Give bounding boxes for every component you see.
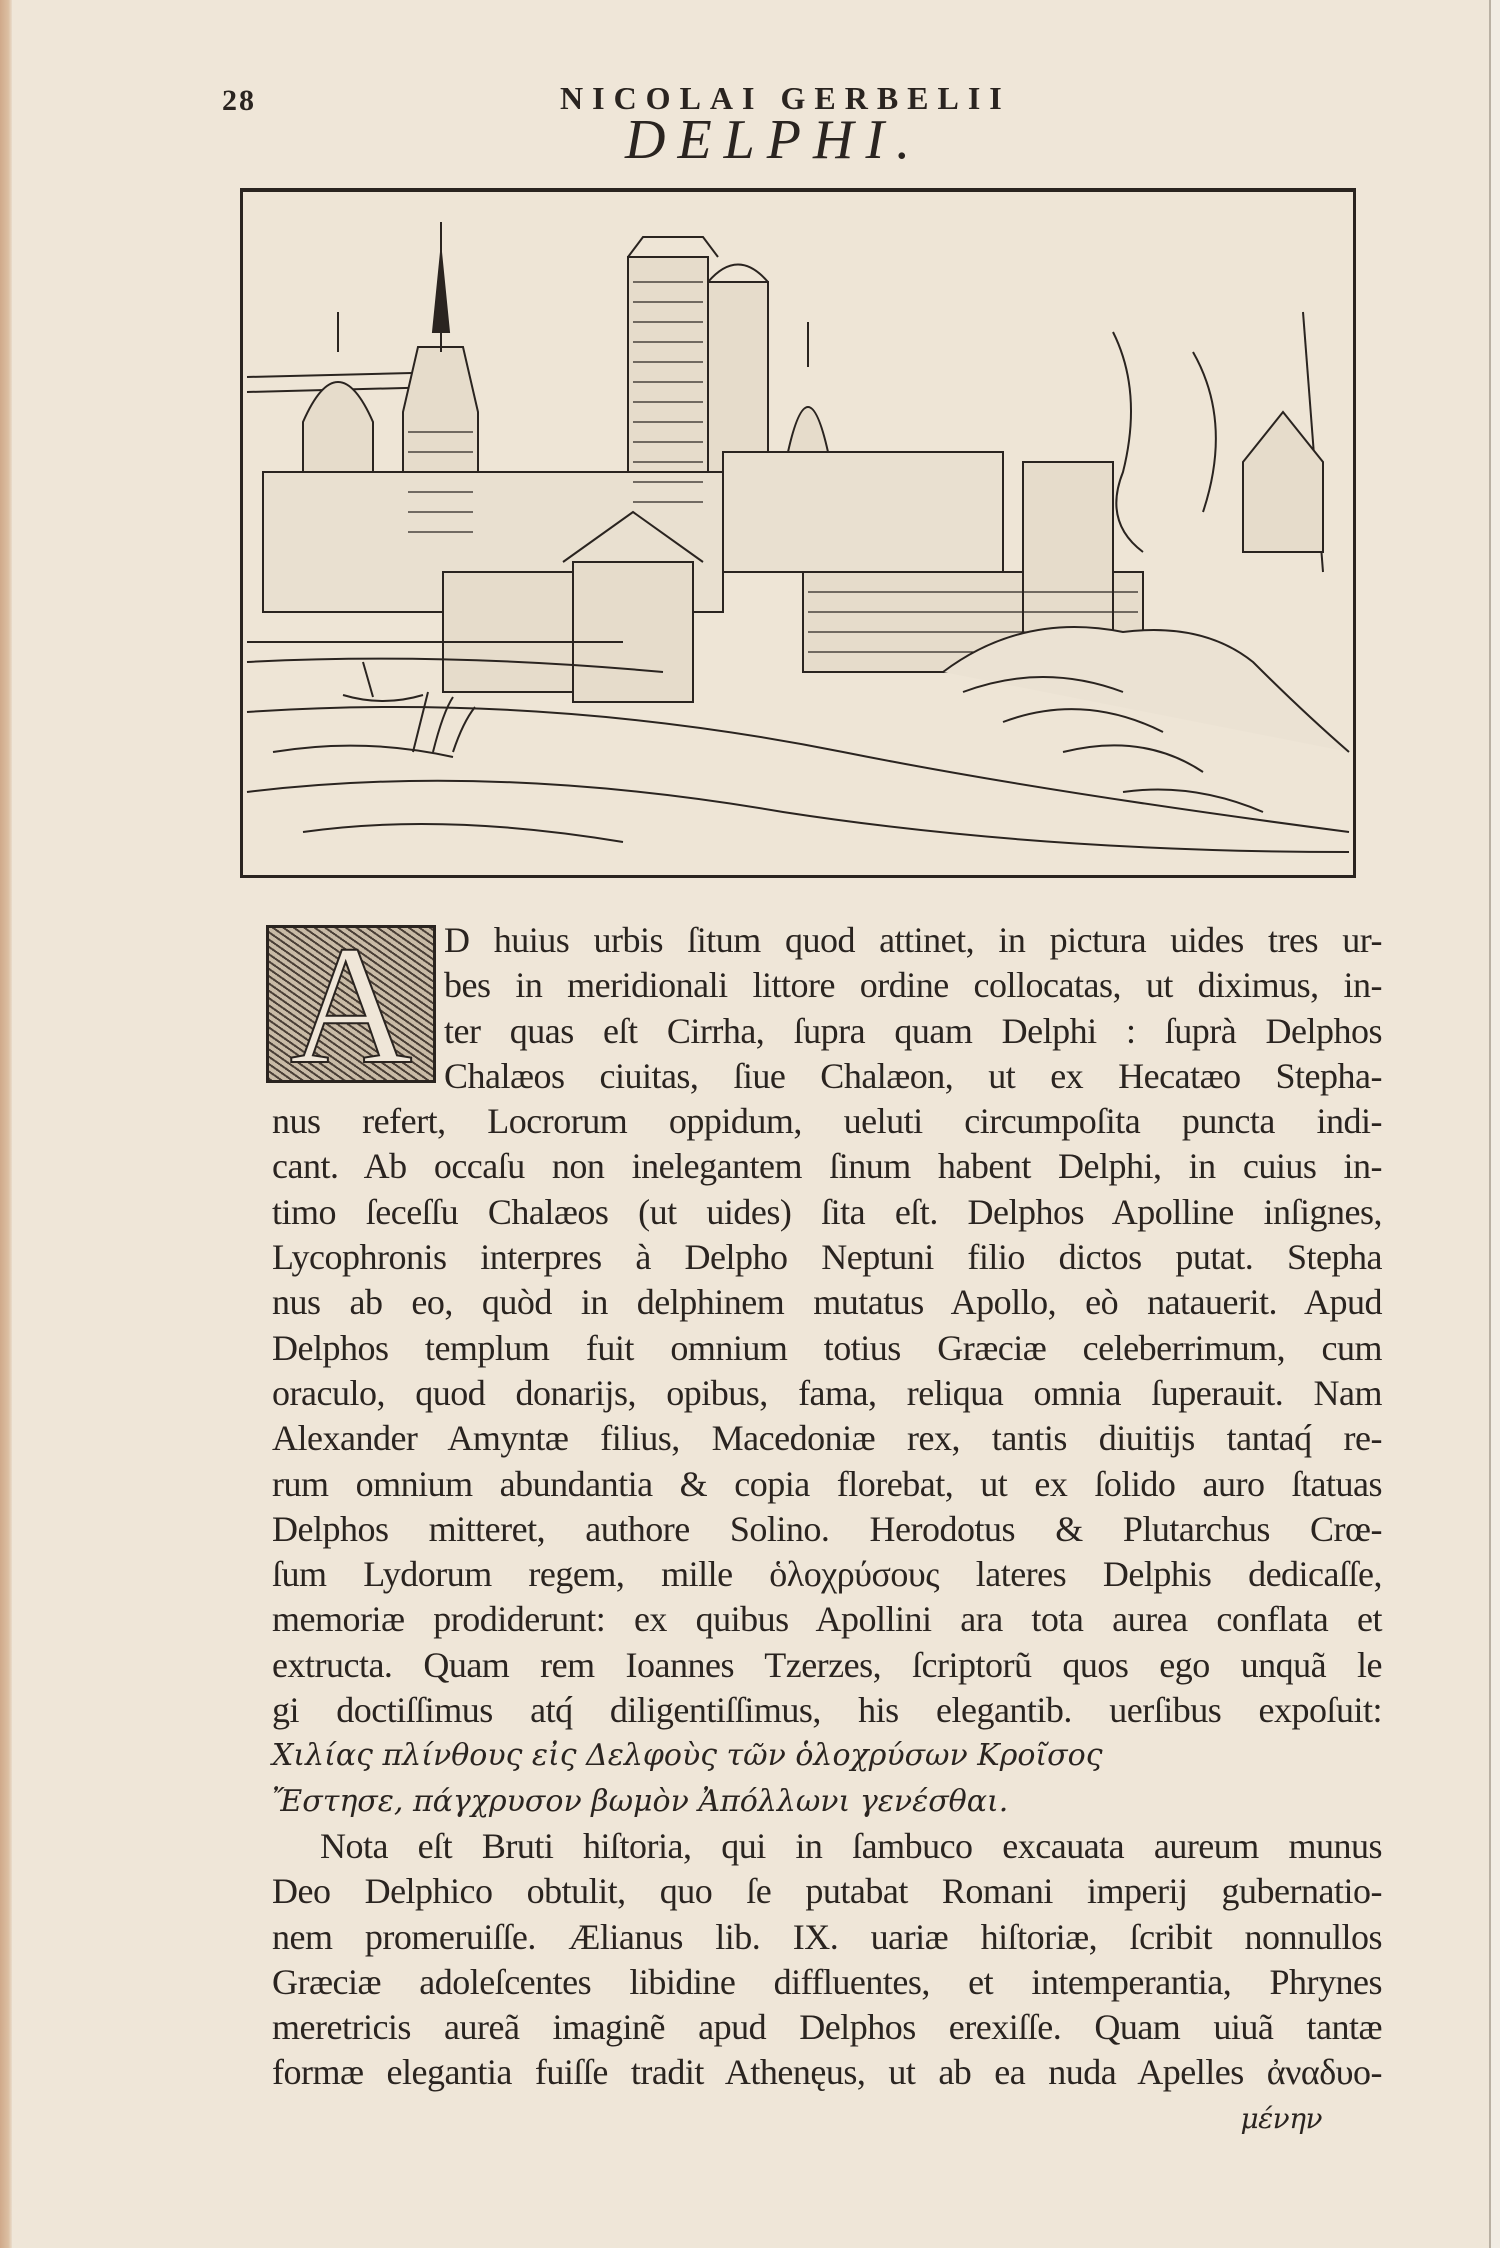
greek-verse-line: Χιλίας πλίνθους εἰς Δελφοὺς τῶν ὁλοχρύσων Κροῖσος [272, 1738, 1103, 1774]
text-line: nem promeruiſſe. Ælianus lib. IX. uariæ hiſtoriæ, ſcribit nonnullos [272, 1916, 1382, 1957]
woodcut-illustration [240, 188, 1356, 878]
page-right-margin [1491, 0, 1500, 2248]
text-line: Græciæ adoleſcentes libidine diffluentes, et intemperantia, Phrynes [272, 1961, 1382, 2002]
catchword: μένην [1240, 2101, 1322, 2135]
text-line: meretricis aureã imaginẽ apud Delphos erexiſſe. Quam uiuã tantæ [272, 2007, 1382, 2048]
text-line: formæ elegantia fuiſſe tradit Athenęus, ut ab ea nuda Apelles ἀναδυο- [272, 2052, 1382, 2093]
text-line: extructa. Quam rem Ioannes Tzerzes, ſcriptorũ quos ego unquã le [272, 1644, 1382, 1685]
text-line: oraculo, quod donarijs, opibus, fama, reliqua omnia ſuperauit. Nam [272, 1372, 1382, 1413]
chapter-title: DELPHI. [625, 109, 923, 171]
text-line: ter quas eſt Cirrha, ſupra quam Delphi : ſuprà Delphos [444, 1010, 1382, 1051]
woodcut-drawing [243, 192, 1353, 876]
text-line: Chalæos ciuitas, ſiue Chalæon, ut ex Hecatæo Stepha- [444, 1055, 1382, 1096]
page-number: 28 [222, 84, 256, 117]
text-line: nus refert, Locrorum oppidum, ueluti circumpoſita puncta indi- [272, 1101, 1382, 1142]
text-line: nus ab eo, quòd in delphinem mutatus Apollo, eò natauerit. Apud [272, 1282, 1382, 1323]
text-line: Delphos mitteret, authore Solino. Herodotus & Plutarchus Crœ- [272, 1508, 1382, 1549]
greek-verse-line: Ἔστησε, πάγχρυσον βωμὸν Ἀπόλλωνι γενέσθαι. [272, 1783, 1009, 1819]
page-left-edge [0, 0, 12, 2248]
text-line: Deo Delphico obtulit, quo ſe putabat Romani imperij gubernatio- [272, 1871, 1382, 1912]
text-line: Nota eſt Bruti hiſtoria, qui in ſambuco excauata aureum munus [320, 1825, 1382, 1866]
body-text [272, 918, 1382, 2141]
text-line: bes in meridionali littore ordine collocatas, ut diximus, in- [444, 965, 1382, 1006]
running-head: NICOLAI GERBELII [560, 80, 1011, 116]
text-line: D huius urbis ſitum quod attinet, in pictura uides tres ur- [444, 920, 1382, 960]
text-line: Delphos templum fuit omnium totius Græciæ celeberrimum, cum [272, 1327, 1382, 1368]
drop-cap-letter: A [289, 925, 413, 1083]
text-line: gi doctiſſimus atq́ diligentiſſimus, his elegantib. uerſibus expoſuit: [272, 1690, 1382, 1731]
text-line: ſum Lydorum regem, mille ὁλοχρύσους lateres Delphis dedicaſſe, [272, 1554, 1382, 1595]
text-line: cant. Ab occaſu non inelegantem ſinum habent Delphi, in cuius in- [272, 1146, 1382, 1187]
text-line: timo ſeceſſu Chalæos (ut uides) ſita eſt. Delphos Apolline inſignes, [272, 1191, 1382, 1232]
text-line: rum omnium abundantia & copia florebat, ut ex ſolido auro ſtatuas [272, 1463, 1382, 1504]
text-line: Alexander Amyntæ filius, Macedoniæ rex, tantis diuitijs tantaq́ re- [272, 1418, 1382, 1459]
text-line: Lycophronis interpres à Delpho Neptuni filio dictos putat. Stepha [272, 1237, 1382, 1278]
text-line: memoriæ prodiderunt: ex quibus Apollini ara tota aurea conflata et [272, 1599, 1382, 1640]
